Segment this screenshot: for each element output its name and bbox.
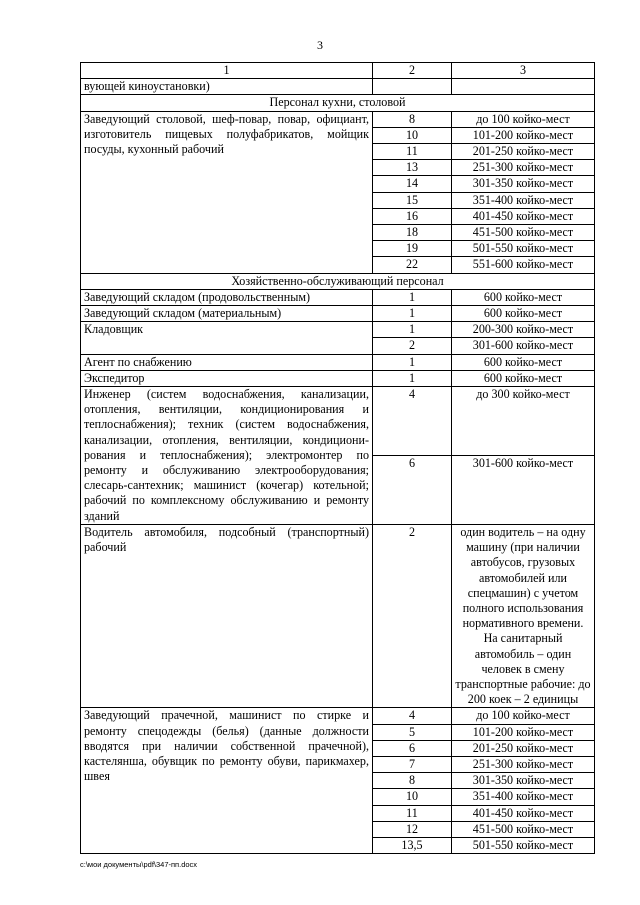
staff-count-cell: 8 xyxy=(373,111,452,127)
capacity-cell: 101-200 койко-мест xyxy=(452,724,595,740)
file-path-footer: c:\мои документы\pdf\347-пп.docx xyxy=(80,860,198,869)
staff-count-cell: 7 xyxy=(373,756,452,772)
capacity-cell: 251-300 койко-мест xyxy=(452,160,595,176)
section-title: Персонал кухни, столовой xyxy=(81,95,595,111)
position-cell: Заведующий складом (продовольственным) xyxy=(81,289,373,305)
header-row xyxy=(81,63,595,79)
staffing-table xyxy=(80,62,595,854)
staff-count-cell: 8 xyxy=(373,773,452,789)
capacity-cell: 600 койко-мест xyxy=(452,306,595,322)
staff-count-cell: 6 xyxy=(373,740,452,756)
capacity-cell: 600 койко-мест xyxy=(452,370,595,386)
capacity-cell: 551-600 койко-мест xyxy=(452,257,595,273)
table-row xyxy=(81,289,595,305)
table-row xyxy=(81,524,595,707)
staff-count-cell: 13 xyxy=(373,160,452,176)
continuation-empty-cell xyxy=(452,79,595,95)
section-title: Хозяйственно-обслуживающий персонал xyxy=(81,273,595,289)
staff-count-cell: 11 xyxy=(373,805,452,821)
staff-count-cell: 1 xyxy=(373,289,452,305)
table-row xyxy=(81,322,595,338)
capacity-cell: до 100 койко-мест xyxy=(452,708,595,724)
staff-count-cell: 4 xyxy=(373,708,452,724)
position-cell: Экспедитор xyxy=(81,370,373,386)
capacity-cell: 451-500 койко-мест xyxy=(452,225,595,241)
continuation-row xyxy=(81,79,595,95)
continuation-empty-cell xyxy=(373,79,452,95)
staff-count-cell: 13,5 xyxy=(373,837,452,853)
position-cell: Водитель автомобиля, подсобный (транспортный) рабочий xyxy=(81,524,373,707)
capacity-cell: один водитель – на одну машину (при наличии автобусов, грузовых автомобилей или спецмашин) с учетом полного использования нормативного времени. На санитарный автомобиль – один человек в смену транспортные рабочие: до 200 коек – 2 единицы xyxy=(452,524,595,707)
header-col-3: 3 xyxy=(452,63,595,79)
staffing-table-body xyxy=(81,63,595,854)
staff-count-cell: 19 xyxy=(373,241,452,257)
page-number: 3 xyxy=(317,38,323,52)
capacity-cell: 301-350 койко-мест xyxy=(452,176,595,192)
staff-count-cell: 10 xyxy=(373,127,452,143)
staff-count-cell: 4 xyxy=(373,387,452,456)
table-row xyxy=(81,708,595,724)
capacity-cell: 401-450 койко-мест xyxy=(452,805,595,821)
position-cell: Заведующий складом (материальным) xyxy=(81,306,373,322)
capacity-cell: 501-550 койко-мест xyxy=(452,241,595,257)
capacity-cell: 501-550 койко-мест xyxy=(452,837,595,853)
staff-count-cell: 2 xyxy=(373,338,452,354)
table-row xyxy=(81,387,595,456)
capacity-cell: 351-400 койко-мест xyxy=(452,192,595,208)
header-col-2: 2 xyxy=(373,63,452,79)
capacity-cell: 251-300 койко-мест xyxy=(452,756,595,772)
staff-count-cell: 1 xyxy=(373,322,452,338)
table-row xyxy=(81,354,595,370)
capacity-cell: 401-450 койко-мест xyxy=(452,208,595,224)
position-cell: Инженер (систем водоснабжения, канализации, отопления, вентиляции, кондиционирования и теплоснабжения); техник (систем водоснабжения, канализации, отопления, вентиляции, кондициони-рования и теплоснабжения); электромонтер по ремонту и обслуживанию электрооборудования; слесарь-сантехник; машинист (кочегар) котельной; рабочий по комплексному обслуживанию и ремонту зданий xyxy=(81,387,373,525)
capacity-cell: 200-300 койко-мест xyxy=(452,322,595,338)
capacity-cell: 201-250 койко-мест xyxy=(452,144,595,160)
staff-count-cell: 2 xyxy=(373,524,452,707)
staff-count-cell: 1 xyxy=(373,370,452,386)
capacity-cell: 600 койко-мест xyxy=(452,354,595,370)
staff-count-cell: 1 xyxy=(373,354,452,370)
staff-count-cell: 18 xyxy=(373,225,452,241)
table-row xyxy=(81,306,595,322)
staff-count-cell: 5 xyxy=(373,724,452,740)
table-row xyxy=(81,370,595,386)
section-header-row xyxy=(81,273,595,289)
position-cell: Заведующий столовой, шеф-повар, повар, официант, изготовитель пищевых полуфабрикатов, мойщик посуды, кухонный рабочий xyxy=(81,111,373,273)
continuation-text: вующей киноустановки) xyxy=(81,79,373,95)
capacity-cell: 301-600 койко-мест xyxy=(452,455,595,524)
staff-count-cell: 11 xyxy=(373,144,452,160)
staff-count-cell: 6 xyxy=(373,455,452,524)
capacity-cell: до 300 койко-мест xyxy=(452,387,595,456)
staff-count-cell: 12 xyxy=(373,821,452,837)
staff-count-cell: 10 xyxy=(373,789,452,805)
staff-count-cell: 15 xyxy=(373,192,452,208)
position-cell: Агент по снабжению xyxy=(81,354,373,370)
staff-count-cell: 1 xyxy=(373,306,452,322)
capacity-cell: 301-350 койко-мест xyxy=(452,773,595,789)
position-cell: Кладовщик xyxy=(81,322,373,354)
capacity-cell: 101-200 койко-мест xyxy=(452,127,595,143)
staff-count-cell: 14 xyxy=(373,176,452,192)
header-col-1: 1 xyxy=(81,63,373,79)
section-header-row xyxy=(81,95,595,111)
capacity-cell: 351-400 койко-мест xyxy=(452,789,595,805)
table-row xyxy=(81,111,595,127)
position-cell: Заведующий прачечной, машинист по стирке и ремонту спецодежды (белья) (данные должности вводятся при наличии собственной прачечной), кастелянша, обувщик по ремонту обуви, парикмахер, швея xyxy=(81,708,373,854)
staff-count-cell: 22 xyxy=(373,257,452,273)
capacity-cell: 301-600 койко-мест xyxy=(452,338,595,354)
capacity-cell: 201-250 койко-мест xyxy=(452,740,595,756)
capacity-cell: 451-500 койко-мест xyxy=(452,821,595,837)
capacity-cell: 600 койко-мест xyxy=(452,289,595,305)
capacity-cell: до 100 койко-мест xyxy=(452,111,595,127)
staff-count-cell: 16 xyxy=(373,208,452,224)
